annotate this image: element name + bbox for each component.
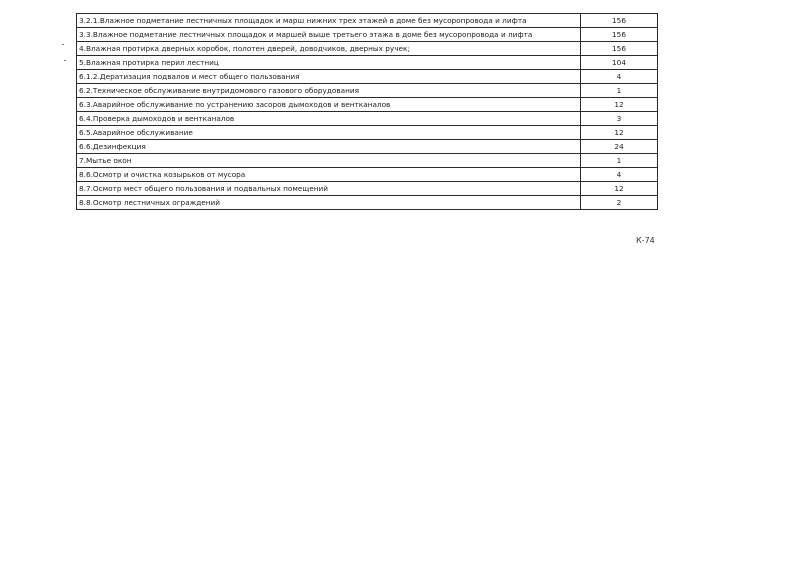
service-quantity: 156 — [581, 28, 658, 42]
service-quantity: 156 — [581, 14, 658, 28]
service-description: 5.Влажная протирка перил лестниц — [77, 56, 581, 70]
service-quantity: 12 — [581, 182, 658, 196]
service-quantity: 4 — [581, 168, 658, 182]
scan-speck — [62, 44, 64, 45]
table-row — [77, 154, 658, 168]
service-quantity: 2 — [581, 196, 658, 210]
scan-speck — [64, 60, 66, 61]
service-description: 6.3.Аварийное обслуживание по устранению засоров дымоходов и вентканалов — [77, 98, 581, 112]
table-row — [77, 112, 658, 126]
service-description: 6.4.Проверка дымоходов и вентканалов — [77, 112, 581, 126]
table-row — [77, 168, 658, 182]
page-code: К-74 — [636, 236, 655, 245]
service-quantity: 156 — [581, 42, 658, 56]
service-description: 6.6.Дезинфекция — [77, 140, 581, 154]
service-description: 6.1.2.Дератизация подвалов и мест общего пользования — [77, 70, 581, 84]
table-row — [77, 42, 658, 56]
service-quantity: 24 — [581, 140, 658, 154]
table-row — [77, 126, 658, 140]
table-row — [77, 14, 658, 28]
service-description: 6.5.Аварийное обслуживание — [77, 126, 581, 140]
table-row — [77, 28, 658, 42]
service-description: 3.2.1.Влажное подметание лестничных площадок и марш нижних трех этажей в доме без мусоропровода и лифта — [77, 14, 581, 28]
service-quantity: 3 — [581, 112, 658, 126]
service-quantity: 1 — [581, 84, 658, 98]
service-description: 8.6.Осмотр и очистка козырьков от мусора — [77, 168, 581, 182]
table-row — [77, 196, 658, 210]
services-table — [76, 13, 658, 210]
table-row — [77, 140, 658, 154]
table-row — [77, 182, 658, 196]
service-description: 6.2.Техническое обслуживание внутридомового газового оборудования — [77, 84, 581, 98]
service-description: 4.Влажная протирка дверных коробок, полотен дверей, доводчиков, дверных ручек; — [77, 42, 581, 56]
table-row — [77, 98, 658, 112]
service-quantity: 104 — [581, 56, 658, 70]
table-row — [77, 56, 658, 70]
service-quantity: 12 — [581, 98, 658, 112]
service-description: 7.Мытье окон — [77, 154, 581, 168]
service-quantity: 4 — [581, 70, 658, 84]
service-description: 8.7.Осмотр мест общего пользования и подвальных помещений — [77, 182, 581, 196]
table-row — [77, 84, 658, 98]
service-description: 3.3.Влажное подметание лестничных площадок и маршей выше третьего этажа в доме без мусоропровода и лифта — [77, 28, 581, 42]
table-row — [77, 70, 658, 84]
service-quantity: 12 — [581, 126, 658, 140]
services-table-body — [77, 14, 658, 210]
service-description: 8.8.Осмотр лестничных ограждений — [77, 196, 581, 210]
service-quantity: 1 — [581, 154, 658, 168]
